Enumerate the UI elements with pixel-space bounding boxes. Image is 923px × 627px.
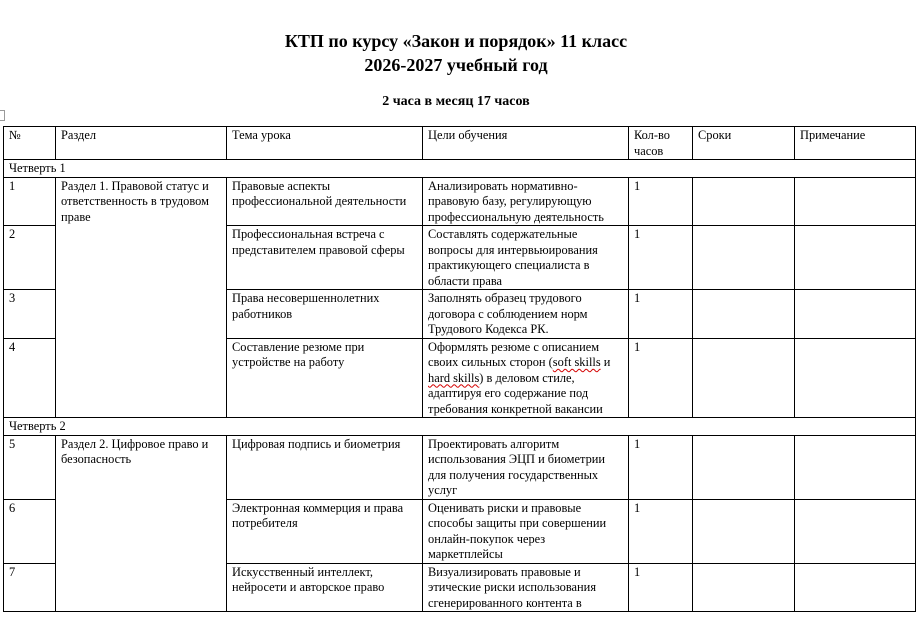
cell-goals: Заполнять образец трудового договора с соблюдением норм Трудового Кодекса РК.	[423, 290, 629, 339]
cell-hours: 1	[629, 563, 693, 612]
spellcheck-underlined-term: hard skills	[428, 370, 480, 385]
cell-dates	[693, 226, 795, 290]
cell-notes	[795, 290, 916, 339]
cell-num: 7	[4, 563, 56, 612]
cell-goals: Проектировать алгоритм использования ЭЦП и биометрии для получения государственных услуг	[423, 435, 629, 499]
document-year: 2026-2027 учебный год	[364, 55, 548, 75]
col-header-dates: Сроки	[693, 127, 795, 160]
quarter-label: Четверть 2	[4, 418, 916, 436]
quarter-row	[4, 418, 916, 436]
cell-notes	[795, 499, 916, 563]
cell-topic: Профессиональная встреча с представителем правовой сферы	[227, 226, 423, 290]
cell-num: 3	[4, 290, 56, 339]
goals-text-part: и	[600, 355, 611, 369]
cell-num: 1	[4, 177, 56, 226]
cell-notes	[795, 177, 916, 226]
cell-section: Раздел 2. Цифровое право и безопасность	[56, 435, 227, 612]
cell-notes	[795, 338, 916, 418]
cell-topic: Цифровая подпись и биометрия	[227, 435, 423, 499]
col-header-hours	[629, 127, 693, 160]
cell-hours: 1	[629, 226, 693, 290]
cell-dates	[693, 563, 795, 612]
cell-num: 6	[4, 499, 56, 563]
cell-hours: 1	[629, 435, 693, 499]
cell-hours: 1	[629, 338, 693, 418]
table-row	[4, 177, 916, 226]
cell-goals: Анализировать нормативно-правовую базу, регулирующую профессиональную деятельность	[423, 177, 629, 226]
cell-topic: Составление резюме при устройстве на работу	[227, 338, 423, 418]
col-header-goals: Цели обучения	[423, 127, 629, 160]
col-header-num: №	[4, 127, 56, 160]
col-header-hours-line1: Кол-во	[634, 128, 670, 142]
cell-hours: 1	[629, 177, 693, 226]
cell-dates	[693, 290, 795, 339]
cell-dates	[693, 499, 795, 563]
spellcheck-underlined-term: soft skills	[552, 355, 601, 369]
table-row	[4, 435, 916, 499]
cell-topic: Искусственный интеллект, нейросети и авторское право	[227, 563, 423, 612]
cell-goals: Визуализировать правовые и этические риски использования сгенерированного контента в	[423, 563, 629, 612]
document-subtitle: 2 часа в месяц 17 часов	[382, 94, 530, 109]
col-header-notes: Примечание	[795, 127, 916, 160]
cell-notes	[795, 435, 916, 499]
document-title: КТП по курсу «Закон и порядок» 11 класс	[284, 31, 628, 51]
col-header-topic: Тема урока	[227, 127, 423, 160]
cell-num: 4	[4, 338, 56, 418]
col-header-hours-line2: часов	[634, 143, 664, 158]
cell-dates	[693, 435, 795, 499]
col-header-section: Раздел	[56, 127, 227, 160]
cell-goals: Составлять содержательные вопросы для интервьюирования практикующего специалиста в области права	[423, 226, 629, 290]
cell-dates	[693, 177, 795, 226]
cell-num: 2	[4, 226, 56, 290]
cell-topic: Правовые аспекты профессиональной деятельности	[227, 177, 423, 226]
cell-hours: 1	[629, 290, 693, 339]
cell-goals: Оценивать риски и правовые способы защиты при совершении онлайн-покупок через маркетплейсы	[423, 499, 629, 563]
cell-notes	[795, 226, 916, 290]
cell-num: 5	[4, 435, 56, 499]
text-boundary-marker	[0, 110, 5, 121]
table-header-row	[4, 127, 916, 160]
cell-topic: Электронная коммерция и права потребителя	[227, 499, 423, 563]
cell-hours: 1	[629, 499, 693, 563]
ktp-table	[3, 126, 916, 612]
cell-notes	[795, 563, 916, 612]
goals-text-part: ) в деловом стиле, адаптируя его содержание под требования конкретной вакансии	[428, 370, 603, 416]
quarter-label: Четверть 1	[4, 160, 916, 178]
quarter-row	[4, 160, 916, 178]
goals-text-part: Оформлять резюме с описанием своих сильных сторон (	[428, 339, 600, 369]
cell-topic: Права несовершеннолетних работников	[227, 290, 423, 339]
cell-section: Раздел 1. Правовой статус и ответственность в трудовом праве	[56, 177, 227, 418]
cell-dates	[693, 338, 795, 418]
cell-goals	[423, 338, 629, 418]
